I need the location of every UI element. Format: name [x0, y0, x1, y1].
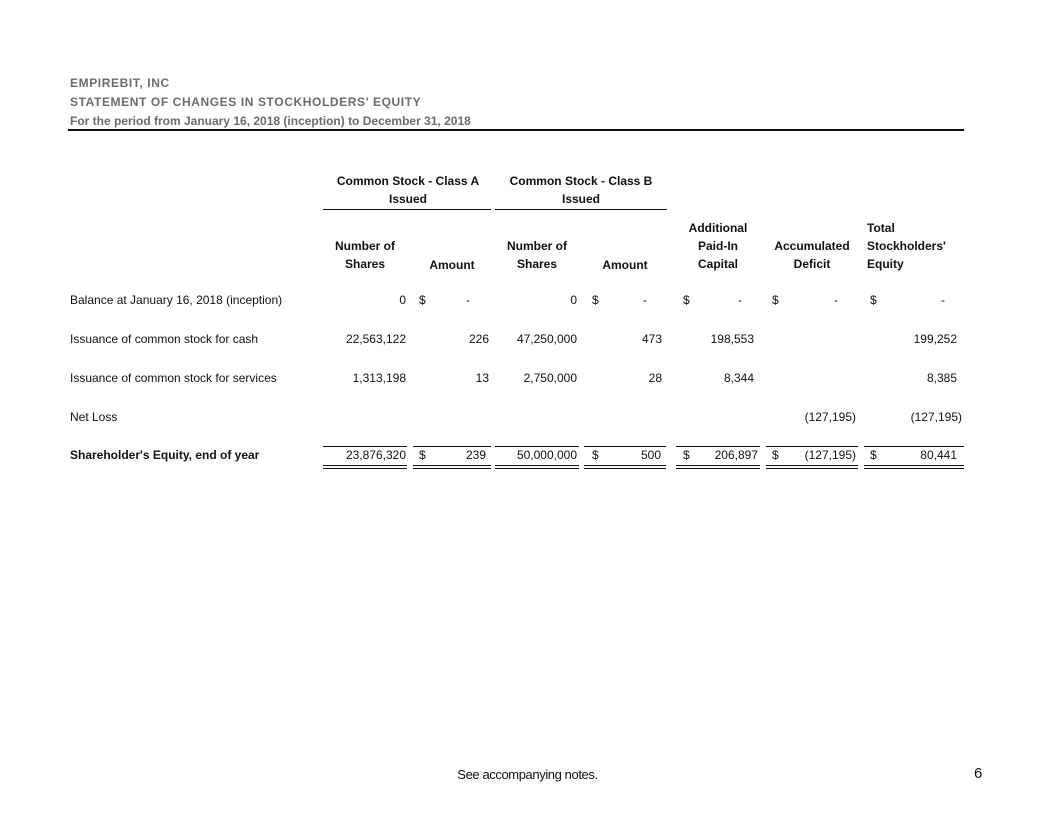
total-double-rule: [864, 465, 964, 466]
total-value: (127,195): [910, 410, 962, 424]
currency-symbol: $: [772, 293, 779, 307]
total-value: 80,441: [920, 448, 957, 462]
subtotal-rule: [323, 446, 407, 447]
apic-value: 8,344: [723, 371, 754, 385]
row-label: Issuance of common stock for cash: [70, 332, 259, 346]
class-a-shares-header: Number of Shares: [335, 239, 395, 271]
class-a-shares-value: 23,876,320: [345, 448, 406, 462]
total-value: 199,252: [913, 332, 957, 346]
subtotal-rule: [766, 446, 858, 447]
total-double-rule: [413, 465, 491, 466]
class-b-shares-value: 47,250,000: [516, 332, 577, 346]
currency-symbol: $: [419, 293, 426, 307]
class-b-shares-header: Number of Shares: [507, 239, 567, 271]
class-a-shares-value: 22,563,122: [345, 332, 406, 346]
class-b-shares-value: 50,000,000: [516, 448, 577, 462]
class-a-amount-value: 226: [468, 332, 489, 346]
total-double-rule: [413, 468, 491, 469]
total-value: 8,385: [926, 371, 957, 385]
class-a-group-header: Common Stock - Class A Issued: [336, 174, 480, 206]
class-a-shares-value: 1,313,198: [352, 371, 406, 385]
currency-symbol: $: [592, 293, 599, 307]
subtotal-rule: [864, 446, 964, 447]
currency-symbol: $: [419, 448, 426, 462]
class-a-group-rule: [323, 209, 491, 210]
currency-symbol: $: [772, 448, 779, 462]
class-a-amount-value: 239: [465, 448, 486, 462]
total-header: Total Stockholders' Equity: [867, 221, 946, 271]
class-b-amount-value: 473: [641, 332, 662, 346]
class-b-group-rule: [495, 209, 667, 210]
class-a-amount-value: 13: [475, 371, 489, 385]
class-a-amount-value: -: [466, 293, 470, 307]
page-number: 6: [974, 765, 983, 782]
apic-header: Additional Paid-In Capital: [688, 221, 748, 271]
total-double-rule: [323, 468, 407, 469]
header-rule: [68, 129, 964, 131]
class-b-shares-value: 2,750,000: [523, 371, 577, 385]
class-b-amount-header: Amount: [602, 258, 648, 272]
total-double-rule: [766, 468, 858, 469]
statement-header: [70, 74, 963, 131]
class-b-shares-value: 0: [570, 293, 577, 307]
currency-symbol: $: [592, 448, 599, 462]
total-double-rule: [864, 468, 964, 469]
deficit-value: -: [834, 293, 838, 307]
total-double-rule: [676, 465, 760, 466]
total-double-rule: [495, 468, 579, 469]
deficit-header: Accumulated Deficit: [774, 239, 850, 271]
subtotal-rule: [584, 446, 666, 447]
row-label: Shareholder's Equity, end of year: [70, 448, 260, 462]
total-double-rule: [766, 465, 858, 466]
statement-period: For the period from January 16, 2018 (inception) to December 31, 2018: [70, 114, 471, 128]
currency-symbol: $: [870, 293, 877, 307]
class-b-group-header: Common Stock - Class B Issued: [509, 174, 653, 206]
class-a-amount-header: Amount: [429, 258, 475, 272]
apic-value: 198,553: [710, 332, 754, 346]
class-b-amount-value: 28: [648, 371, 662, 385]
deficit-value: (127,195): [804, 448, 856, 462]
row-label: Balance at January 16, 2018 (inception): [70, 293, 283, 307]
total-double-rule: [676, 468, 760, 469]
currency-symbol: $: [870, 448, 877, 462]
subtotal-rule: [676, 446, 760, 447]
company-name: EMPIREBIT, INC: [70, 76, 170, 90]
deficit-value: (127,195): [804, 410, 856, 424]
row-label: Net Loss: [70, 410, 118, 424]
total-double-rule: [323, 465, 407, 466]
total-double-rule: [584, 468, 666, 469]
total-double-rule: [495, 465, 579, 466]
class-b-amount-value: 500: [640, 448, 661, 462]
currency-symbol: $: [683, 293, 690, 307]
subtotal-rule: [495, 446, 579, 447]
footer-note: See accompanying notes.: [457, 767, 598, 782]
total-double-rule: [584, 465, 666, 466]
subtotal-rule: [413, 446, 491, 447]
statement-title: STATEMENT OF CHANGES IN STOCKHOLDERS' EQUITY: [70, 95, 422, 109]
total-value: -: [941, 293, 945, 307]
currency-symbol: $: [683, 448, 690, 462]
apic-value: -: [738, 293, 742, 307]
row-label: Issuance of common stock for services: [70, 371, 277, 385]
class-a-shares-value: 0: [399, 293, 406, 307]
class-b-amount-value: -: [643, 293, 647, 307]
apic-value: 206,897: [714, 448, 758, 462]
